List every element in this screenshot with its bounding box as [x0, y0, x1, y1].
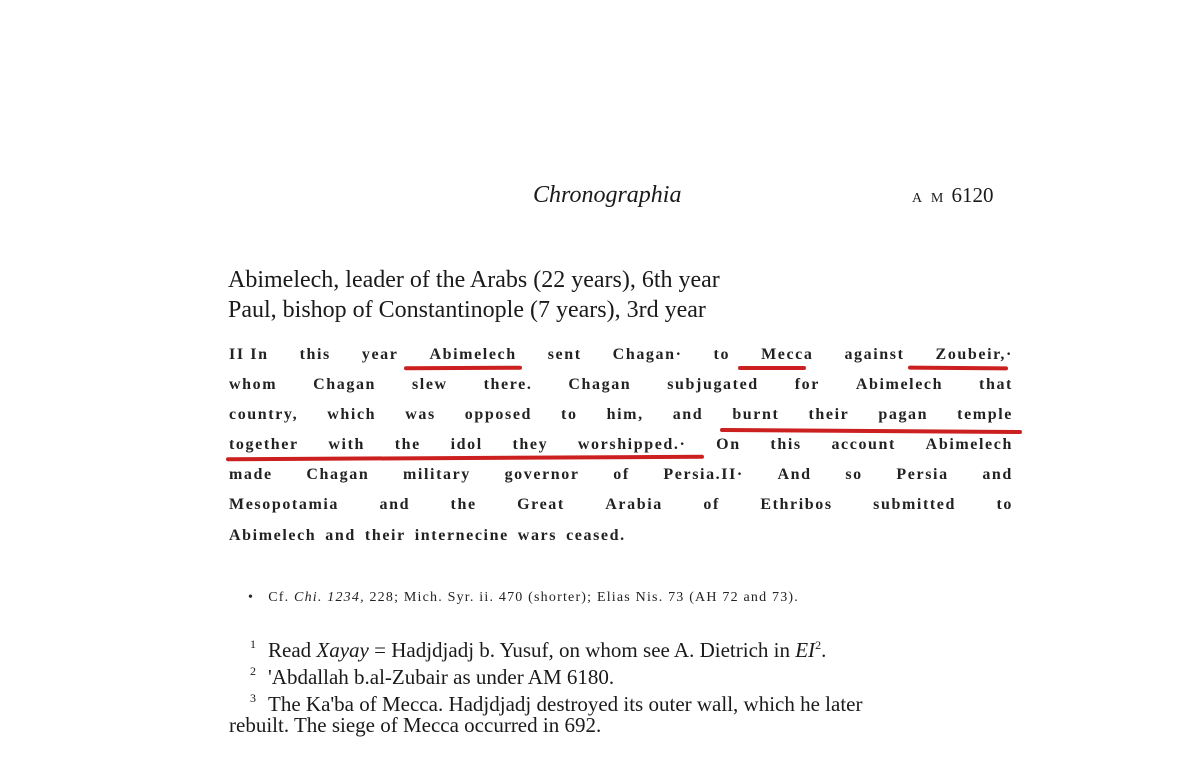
body-word: Chagan: [568, 376, 632, 393]
body-word: and: [672, 406, 704, 423]
body-word: sent: [547, 346, 582, 363]
body-word: Abimelech: [925, 436, 1013, 453]
body-word: governor: [504, 466, 580, 483]
body-word: to: [561, 406, 578, 423]
body-word: with: [328, 436, 366, 453]
body-word: opposed: [464, 406, 533, 423]
body-line: [229, 376, 1013, 400]
body-line: [229, 466, 1013, 490]
body-word: Chagan: [313, 376, 377, 393]
body-line: [229, 406, 1013, 430]
body-word: subjugated: [667, 376, 759, 393]
body-word: temple: [957, 406, 1013, 423]
footnote-ei-edition: 2: [815, 638, 822, 652]
body-word: Mesopotamia: [229, 496, 340, 513]
am-prefix: A M: [912, 191, 947, 206]
body-word: Arabia: [605, 496, 663, 513]
footnote-marker: 1: [250, 637, 256, 651]
body-word: made: [229, 466, 273, 483]
body-word: submitted: [873, 496, 957, 513]
body-word: Persia: [896, 466, 949, 483]
body-word: together: [229, 436, 299, 453]
body-word: And: [777, 466, 812, 483]
footnote-end: .: [821, 638, 827, 662]
body-word: their: [808, 406, 850, 423]
reign-heading-arabs: Abimelech, leader of the Arabs (22 years), 6th year: [228, 267, 720, 293]
body-word: Zoubeir,·: [935, 346, 1013, 363]
body-word: internecine: [414, 527, 509, 544]
body-word: Mecca: [761, 346, 814, 363]
body-word: this: [299, 346, 331, 363]
source-note-cf: Cf.: [268, 590, 290, 605]
footnote-ei: EI: [795, 638, 816, 662]
body-word: ceased.: [566, 527, 626, 544]
source-note-chi-year: 1234,: [327, 590, 365, 605]
source-note-chi: Chi.: [294, 590, 323, 605]
body-word: Chagan·: [612, 346, 683, 363]
highlight-underline-pagan-temple: [720, 428, 1022, 434]
body-word: for: [794, 376, 820, 393]
body-line: [229, 496, 1013, 520]
highlight-underline-mecca: [738, 366, 806, 370]
body-word: II In: [229, 346, 269, 363]
body-word: of: [703, 496, 720, 513]
body-word: Chagan: [306, 466, 370, 483]
body-word: was: [405, 406, 436, 423]
body-word: the: [394, 436, 421, 453]
footnote-italic-term: Xayay: [316, 638, 369, 662]
am-year: 6120: [951, 183, 994, 207]
footnote-text: Read: [268, 638, 317, 662]
body-line: [229, 346, 1013, 370]
body-word: their: [364, 527, 406, 544]
body-word: this: [770, 436, 802, 453]
body-word: pagan: [878, 406, 929, 423]
body-word: country,: [229, 406, 299, 423]
anno-mundi-label: [912, 183, 994, 208]
body-word: which: [327, 406, 377, 423]
highlight-underline-abimelech: [404, 366, 522, 371]
source-note-marker: •: [248, 590, 255, 605]
body-word: Great: [517, 496, 565, 513]
footnote-marker: 3: [250, 691, 256, 705]
body-word: and: [379, 496, 411, 513]
body-word: wars: [517, 527, 558, 544]
body-word: whom: [229, 376, 278, 393]
body-word: so: [845, 466, 863, 483]
body-word: military: [403, 466, 471, 483]
body-word: him,: [606, 406, 644, 423]
source-note: [248, 590, 799, 606]
body-word: Abimelech: [429, 346, 517, 363]
body-word: Persia.II·: [663, 466, 744, 483]
footnote-text: = Hadjdjadj b. Yusuf, on whom see A. Dietrich in: [368, 638, 796, 662]
footnote-text: 'Abdallah b.al-Zubair as under AM 6180.: [268, 665, 615, 689]
body-word: the: [450, 496, 477, 513]
body-line: [229, 527, 1013, 551]
footnote-text: The Ka'ba of Mecca. Hadjdjadj destroyed its outer wall, which he later: [268, 692, 863, 716]
body-word: of: [613, 466, 630, 483]
footnote-3-continuation: rebuilt. The siege of Mecca occurred in 692.: [229, 713, 602, 737]
body-word: there.: [483, 376, 533, 393]
body-word: slew: [411, 376, 448, 393]
highlight-underline-zoubeir: [908, 366, 1008, 371]
reign-heading-bishop: Paul, bishop of Constantinople (7 years), 3rd year: [228, 297, 706, 323]
body-word: and: [982, 466, 1013, 483]
body-word: burnt: [732, 406, 780, 423]
body-word: worshipped.·: [577, 436, 687, 453]
footnote-marker: 2: [250, 664, 256, 678]
source-note-rest: 228; Mich. Syr. ii. 470 (shorter); Elias Nis. 73 (AH 72 and 73).: [369, 590, 799, 605]
body-word: Abimelech: [229, 527, 317, 544]
body-word: against: [844, 346, 905, 363]
body-word: Abimelech: [855, 376, 944, 393]
body-word: to: [713, 346, 731, 363]
body-word: that: [979, 376, 1013, 393]
body-word: year: [361, 346, 399, 363]
body-word: account: [831, 436, 896, 453]
body-word: idol: [450, 436, 483, 453]
running-title: Chronographia: [533, 182, 682, 208]
body-word: Ethribos: [760, 496, 833, 513]
body-word: they: [512, 436, 549, 453]
body-word: and: [325, 527, 356, 544]
body-word: to: [996, 496, 1013, 513]
body-word: On: [716, 436, 741, 453]
